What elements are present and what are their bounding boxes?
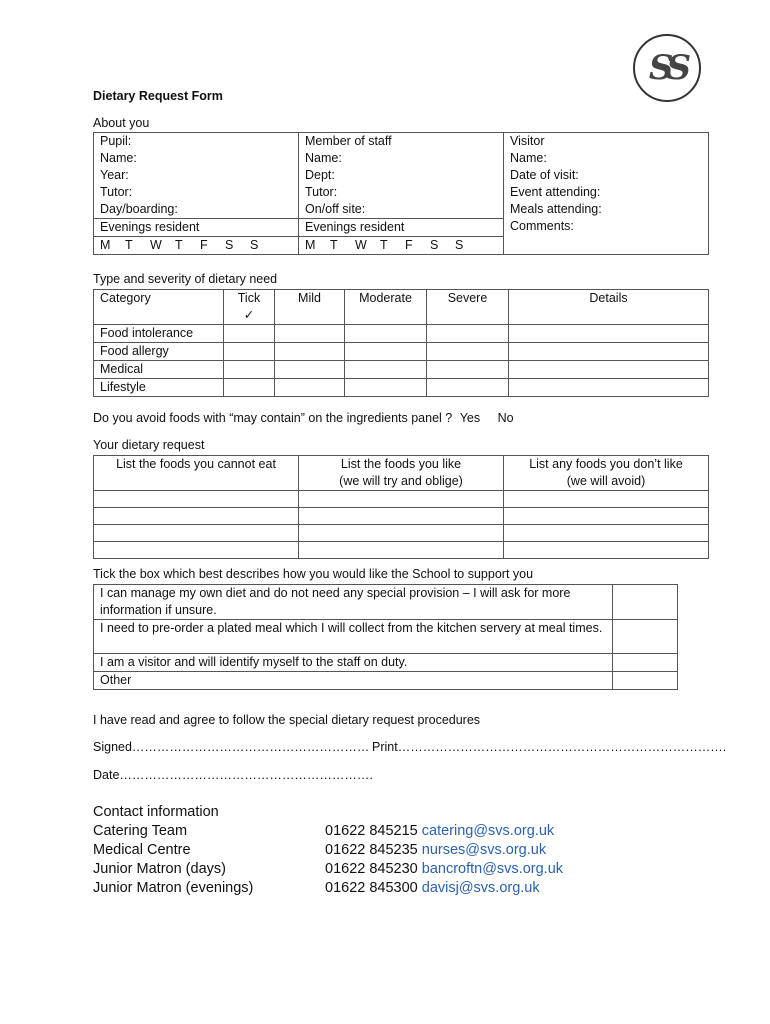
dietary-request-heading: Your dietary request	[93, 438, 205, 452]
header-cannot-eat: List the foods you cannot eat	[94, 456, 299, 491]
contact-phone: 01622 845300	[325, 880, 418, 896]
foods-like-line2: (we will try and oblige)	[339, 474, 463, 488]
cannot-eat-cell[interactable]	[94, 542, 299, 559]
checkmark-icon: ✓	[243, 308, 255, 322]
cannot-eat-cell[interactable]	[94, 491, 299, 508]
support-heading: Tick the box which best describes how you would like the School to support you	[93, 567, 534, 581]
severe-cell[interactable]	[427, 325, 509, 343]
support-checkbox[interactable]	[613, 620, 678, 654]
header-moderate: Moderate	[345, 290, 427, 325]
tick-cell[interactable]	[224, 325, 275, 343]
contact-phone: 01622 845235	[325, 842, 418, 858]
row-food-allergy: Food allergy	[94, 343, 224, 361]
school-logo	[633, 34, 701, 102]
staff-site-field[interactable]: On/off site:	[305, 202, 366, 216]
contact-name: Medical Centre	[93, 842, 191, 858]
contact-row	[93, 879, 713, 898]
yes-option[interactable]: Yes	[459, 411, 481, 425]
pupil-evenings-label: Evenings resident	[94, 218, 298, 236]
mild-cell[interactable]	[275, 343, 345, 361]
support-table	[93, 584, 678, 690]
pupil-boarding-field[interactable]: Day/boarding:	[100, 202, 178, 216]
visitor-meals-field[interactable]: Meals attending:	[510, 202, 602, 216]
about-you-heading: About you	[93, 116, 150, 130]
signed-field[interactable]: Signed…………………………………………………	[93, 740, 370, 754]
foods-dislike-cell[interactable]	[504, 525, 709, 542]
about-you-table	[93, 132, 709, 255]
contact-list	[93, 822, 713, 898]
contact-row	[93, 860, 713, 879]
pupil-name-field[interactable]: Name:	[100, 151, 137, 165]
day-t[interactable]: T	[380, 238, 388, 252]
dietary-need-table	[93, 289, 709, 397]
contact-email-link[interactable]: catering@svs.org.uk	[421, 823, 555, 839]
contact-name: Catering Team	[93, 823, 188, 839]
foods-dislike-line2: (we will avoid)	[566, 474, 646, 488]
contact-name: Junior Matron (days)	[93, 861, 226, 877]
foods-like-cell[interactable]	[299, 508, 504, 525]
day-t[interactable]: T	[330, 238, 338, 252]
staff-name-field[interactable]: Name:	[305, 151, 342, 165]
no-option[interactable]: No	[497, 411, 514, 425]
day-f[interactable]: F	[405, 238, 413, 252]
row-lifestyle: Lifestyle	[94, 379, 224, 397]
contact-phone: 01622 845230	[325, 861, 418, 877]
mild-cell[interactable]	[275, 361, 345, 379]
may-contain-question-row	[93, 411, 514, 425]
header-severe: Severe	[427, 290, 509, 325]
may-contain-question: Do you avoid foods with “may contain” on the ingredients panel ?	[93, 411, 453, 425]
tick-cell[interactable]	[224, 361, 275, 379]
form-title: Dietary Request Form	[93, 89, 223, 103]
header-foods-like	[299, 456, 504, 491]
visitor-date-field[interactable]: Date of visit:	[510, 168, 579, 182]
day-m[interactable]: M	[100, 238, 111, 252]
visitor-event-field[interactable]: Event attending:	[510, 185, 601, 199]
header-details: Details	[509, 290, 709, 325]
header-foods-dislike	[504, 456, 709, 491]
support-option-manage-own: I can manage my own diet and do not need any special provision – I will ask for more information if unsure.	[94, 585, 613, 620]
row-food-intolerance: Food intolerance	[94, 325, 224, 343]
agreement-statement: I have read and agree to follow the special dietary request procedures	[93, 713, 481, 727]
day-s[interactable]: S	[430, 238, 439, 252]
severe-cell[interactable]	[427, 343, 509, 361]
moderate-cell[interactable]	[345, 379, 427, 397]
visitor-comments-field[interactable]: Comments:	[510, 219, 574, 233]
header-tick	[224, 290, 275, 325]
header-category: Category	[94, 290, 224, 325]
pupil-label: Pupil:	[100, 134, 132, 148]
support-option-visitor: I am a visitor and will identify myself to the staff on duty.	[94, 654, 613, 672]
dietary-request-table	[93, 455, 709, 559]
foods-dislike-cell[interactable]	[504, 508, 709, 525]
day-f[interactable]: F	[200, 238, 208, 252]
day-t[interactable]: T	[125, 238, 133, 252]
details-cell[interactable]	[509, 379, 709, 397]
support-checkbox[interactable]	[613, 585, 678, 620]
pupil-column	[94, 133, 299, 255]
day-s[interactable]: S	[250, 238, 259, 252]
details-cell[interactable]	[509, 343, 709, 361]
cannot-eat-cell[interactable]	[94, 525, 299, 542]
contact-email-link[interactable]: bancroftn@svs.org.uk	[421, 861, 564, 877]
row-medical: Medical	[94, 361, 224, 379]
staff-days-row[interactable]	[299, 236, 503, 254]
day-w[interactable]: W	[355, 238, 367, 252]
day-s[interactable]: S	[455, 238, 464, 252]
tick-cell[interactable]	[224, 379, 275, 397]
day-s[interactable]: S	[225, 238, 234, 252]
mild-cell[interactable]	[275, 379, 345, 397]
dietary-need-heading: Type and severity of dietary need	[93, 272, 278, 286]
foods-dislike-cell[interactable]	[504, 491, 709, 508]
header-tick-label: Tick	[237, 291, 261, 305]
severe-cell[interactable]	[427, 361, 509, 379]
foods-dislike-cell[interactable]	[504, 542, 709, 559]
contact-phone: 01622 845215	[325, 823, 418, 839]
moderate-cell[interactable]	[345, 343, 427, 361]
support-checkbox[interactable]	[613, 672, 678, 690]
foods-like-cell[interactable]	[299, 491, 504, 508]
foods-dislike-line1: List any foods you don’t like	[529, 457, 683, 471]
staff-evenings-label: Evenings resident	[299, 218, 503, 236]
logo-text: SS	[648, 48, 686, 88]
mild-cell[interactable]	[275, 325, 345, 343]
print-field[interactable]: Print…………………………………………………………………….	[372, 740, 727, 754]
visitor-name-field[interactable]: Name:	[510, 151, 547, 165]
details-cell[interactable]	[509, 361, 709, 379]
support-option-other: Other	[94, 672, 613, 690]
staff-dept-field[interactable]: Dept:	[305, 168, 335, 182]
contact-name: Junior Matron (evenings)	[93, 880, 254, 896]
contact-row	[93, 822, 713, 841]
pupil-year-field[interactable]: Year:	[100, 168, 129, 182]
foods-like-cell[interactable]	[299, 525, 504, 542]
severe-cell[interactable]	[427, 379, 509, 397]
contact-email-link[interactable]: davisj@svs.org.uk	[421, 880, 540, 896]
staff-column	[299, 133, 504, 255]
foods-like-cell[interactable]	[299, 542, 504, 559]
header-mild: Mild	[275, 290, 345, 325]
moderate-cell[interactable]	[345, 325, 427, 343]
staff-label: Member of staff	[305, 134, 392, 148]
staff-tutor-field[interactable]: Tutor:	[305, 185, 338, 199]
tick-cell[interactable]	[224, 343, 275, 361]
pupil-days-row[interactable]	[94, 236, 298, 254]
foods-like-line1: List the foods you like	[340, 457, 462, 471]
visitor-label: Visitor	[510, 134, 545, 148]
date-field[interactable]: Date…………………………………………………….	[93, 768, 373, 782]
pupil-tutor-field[interactable]: Tutor:	[100, 185, 133, 199]
day-m[interactable]: M	[305, 238, 316, 252]
moderate-cell[interactable]	[345, 361, 427, 379]
contact-email-link[interactable]: nurses@svs.org.uk	[421, 842, 547, 858]
day-t[interactable]: T	[175, 238, 183, 252]
cannot-eat-cell[interactable]	[94, 508, 299, 525]
visitor-column	[504, 133, 709, 255]
contact-row	[93, 841, 713, 860]
details-cell[interactable]	[509, 325, 709, 343]
contact-heading: Contact information	[93, 804, 219, 820]
day-w[interactable]: W	[150, 238, 162, 252]
support-option-pre-order: I need to pre-order a plated meal which I will collect from the kitchen servery at meal times.	[94, 620, 613, 654]
support-checkbox[interactable]	[613, 654, 678, 672]
